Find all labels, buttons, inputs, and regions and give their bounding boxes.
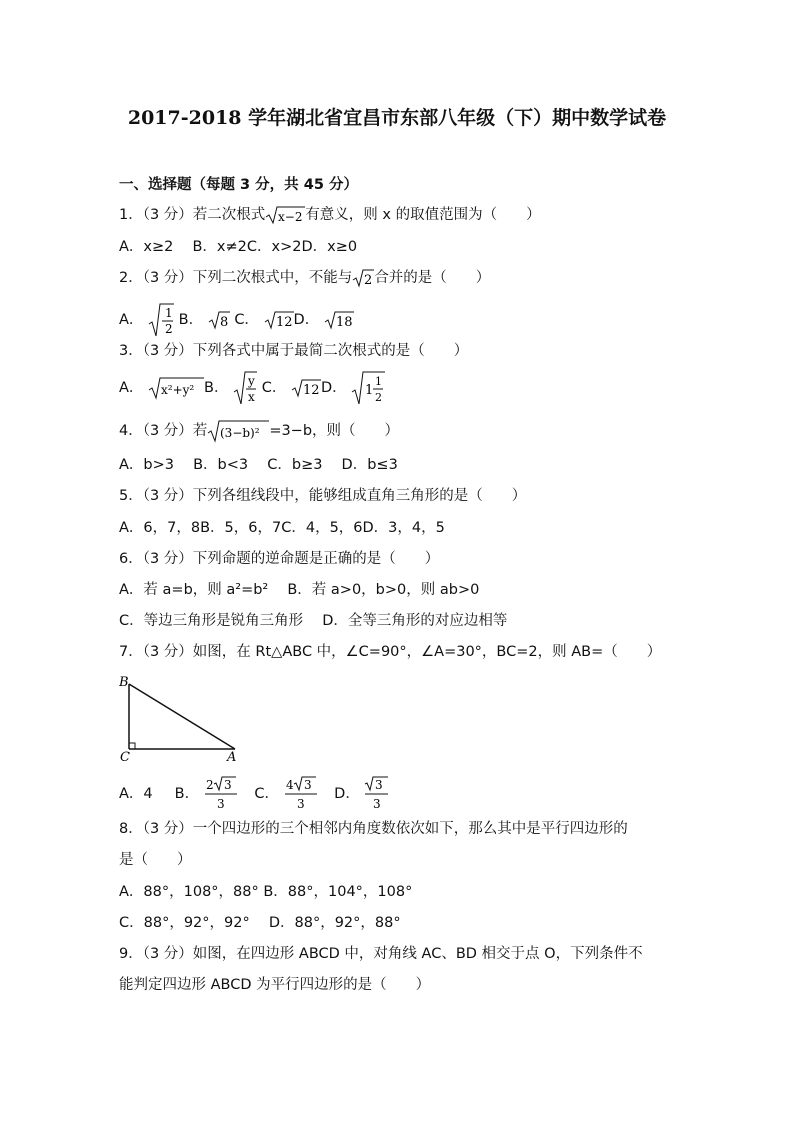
radicand: 2 <box>364 273 373 288</box>
question-6-options-ab: A．若 a=b，则 a²=b² B．若 a>0，b>0，则 ab>0 <box>119 582 480 598</box>
fraction-numerator: 1 <box>165 306 173 320</box>
fraction-radical <box>284 775 320 813</box>
question-2-stem: 2．（3 分）下列二次根式中，不能与 2 合并的是（ ） <box>119 270 491 288</box>
radicand: 3 <box>303 778 312 792</box>
question-7-stem: 7．（3 分）如图，在 Rt△ABC 中，∠C=90°，∠A=30°，BC=2，则 AB=（ ） <box>119 644 662 660</box>
coefficient: 2 <box>205 778 214 792</box>
fraction-numerator: 1 <box>375 375 383 388</box>
question-7-options: A．4 B． 2 3 3 C． 4 3 3 D． 3 3 <box>119 775 390 813</box>
radicand: 8 <box>219 315 228 330</box>
radicand: 12 <box>302 383 320 398</box>
radical <box>265 205 305 225</box>
radicand: 12 <box>275 315 293 330</box>
fraction-denominator: x <box>248 390 255 404</box>
question-9-stem-line2: 能判定四边形 ABCD 为平行四边形的是（ ） <box>119 977 431 993</box>
question-8-options-cd: C．88°，92°，92° D．88°，92°，88° <box>119 915 401 931</box>
vertex-label-a: A <box>227 750 237 764</box>
denominator: 3 <box>373 797 382 811</box>
radical <box>351 370 385 406</box>
question-1-options: A．x≥2 B．x≠2C．x>2D．x≥0 <box>119 239 358 255</box>
question-8-stem-line1: 8．（3 分）一个四边形的三个相邻内角度数依次如下，那么其中是平行四边形的 <box>119 821 628 837</box>
triangle-figure <box>119 672 244 768</box>
fraction-numerator: y <box>248 374 255 388</box>
vertex-label-b: B <box>119 675 129 690</box>
denominator: 3 <box>216 797 225 811</box>
question-3-stem: 3．（3 分）下列各式中属于最简二次根式的是（ ） <box>119 343 469 359</box>
side-ab <box>129 684 235 749</box>
radicand: x²+y² <box>161 383 195 397</box>
question-8-options-ab: A．88°，108°，88° B．88°，104°，108° <box>119 884 413 900</box>
question-4-stem: 4．（3 分）若 (3−b)² =3−b，则（ ） <box>119 419 399 443</box>
fraction-radical <box>204 775 240 813</box>
radical <box>233 370 257 406</box>
radical <box>291 378 321 398</box>
radical <box>208 310 230 330</box>
question-8-stem-line2: 是（ ） <box>119 852 192 868</box>
question-6-stem: 6．（3 分）下列命题的逆命题是正确的是（ ） <box>119 551 440 567</box>
fraction-denominator: 2 <box>165 322 173 336</box>
question-1-stem: 1．（3 分）若二次根式 x−2 有意义，则 x 的取值范围为（ ） <box>119 207 541 224</box>
question-6-options-cd: C．等边三角形是锐角三角形 D．全等三角形的对应边相等 <box>119 613 508 629</box>
page-title: 2017-2018 学年湖北省宜昌市东部八年级（下）期中数学试卷 <box>127 107 667 129</box>
question-5-options: A．6，7，8B．5，6，7C．4，5，6D．3，4，5 <box>119 520 445 536</box>
fraction-radical <box>364 775 390 813</box>
question-9-stem-line1: 9．（3 分）如图，在四边形 ABCD 中，对角线 AC、BD 相交于点 O，下列条件不 <box>119 946 643 962</box>
question-2-options: A． 1 2 B． 8 C． 12 D． 18 <box>119 302 354 338</box>
mixed-whole: 1 <box>365 383 374 398</box>
vertex-label-c: C <box>120 750 130 764</box>
radical <box>352 268 374 288</box>
radicand: 3 <box>223 778 232 792</box>
radicand: 18 <box>335 315 353 330</box>
radical <box>148 302 174 338</box>
question-5-stem: 5．（3 分）下列各组线段中，能够组成直角三角形的是（ ） <box>119 488 527 504</box>
radicand: x−2 <box>278 210 303 224</box>
radicand: 3 <box>375 778 384 792</box>
coefficient: 4 <box>285 778 294 792</box>
radical <box>324 310 354 330</box>
radicand: (3−b)² <box>220 426 260 440</box>
question-4-options: A．b>3 B．b<3 C．b≥3 D．b≤3 <box>119 457 398 473</box>
radical <box>264 310 294 330</box>
section-heading: 一、选择题（每题 3 分，共 45 分） <box>119 177 358 193</box>
radical <box>148 376 204 400</box>
radical <box>207 419 269 443</box>
right-angle-mark <box>129 743 135 749</box>
denominator: 3 <box>296 797 305 811</box>
question-3-options: A． x²+y² B． y x C． 12 D． 1 1 2 <box>119 370 385 406</box>
fraction-denominator: 2 <box>375 391 383 404</box>
